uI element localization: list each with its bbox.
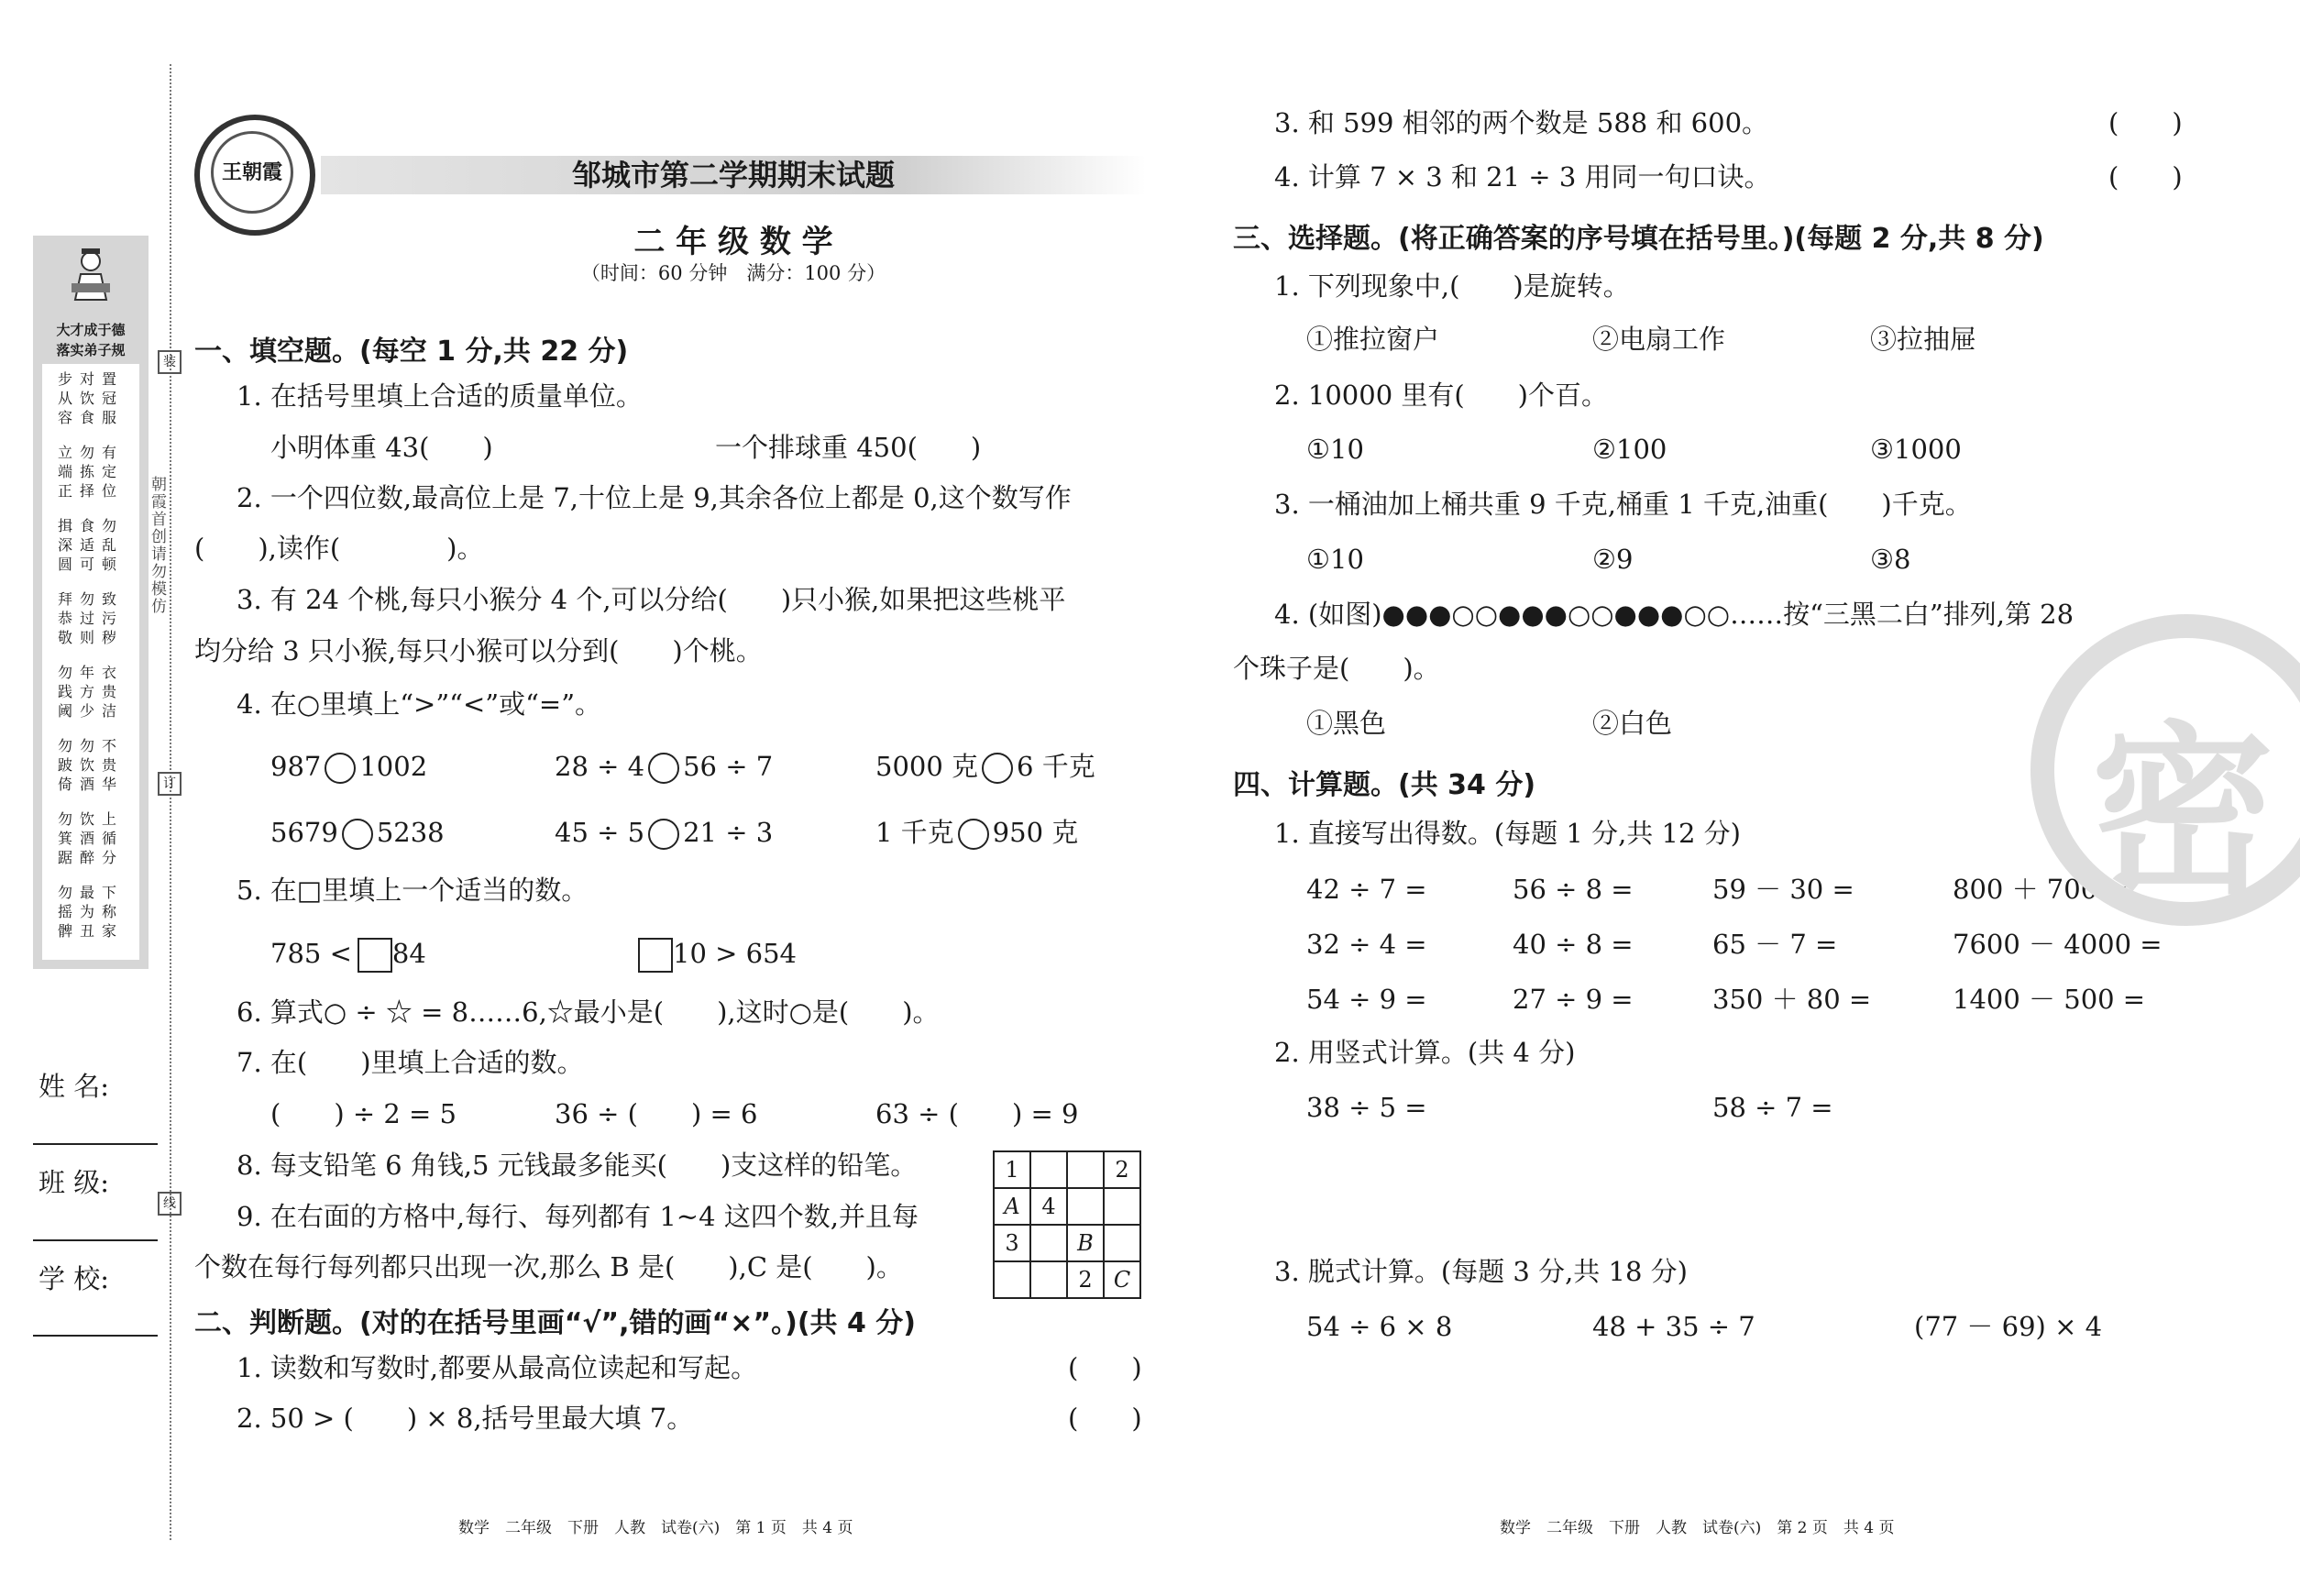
s1-q1b: 一个排球重 450( ) [715,432,982,463]
exam-subject: 二 年 级 数 学 [633,224,833,260]
brand-logo [194,115,315,236]
s1-q9b: 个数在每行每列都只出现一次,那么 B 是( ),C 是( )。 [194,1251,903,1282]
binding-line [170,64,171,1540]
school-field[interactable] [33,1335,158,1337]
calc-item: 42 ÷ 7 = [1306,874,1427,905]
s3-q2-opt3: ③1000 [1870,434,1962,465]
calc-item: 40 ÷ 8 = [1513,929,1634,960]
stepwise-calc-item: (77 － 69) × 4 [1914,1311,2103,1342]
s1-q7a: ( ) ÷ 2 = 5 [270,1098,457,1129]
rule-line: 摇为称 [57,903,124,920]
calc-item: 27 ÷ 9 = [1513,984,1634,1015]
rules-group-5 [42,663,139,721]
rule-line: 勿饮上 [57,810,124,828]
name-label: 姓 名: [39,1071,109,1102]
rules-box [42,364,139,960]
s3-q2-opt2: ②100 [1592,434,1667,465]
s3-q3-opt3: ③8 [1870,544,1911,575]
logo-text: 王朝霞 [211,131,293,214]
grid-cell: A [994,1188,1030,1225]
section-2-heading: 二、判断题。(对的在括号里画“√”,错的画“×”。)(共 4 分) [194,1307,917,1339]
rule-line: 箕酒循 [57,830,124,847]
compare-right: 6 千克 [1017,751,1095,782]
rule-line: 勿最下 [57,884,124,901]
stepwise-calc-item: 48 + 35 ÷ 7 [1592,1311,1755,1342]
compare-circle[interactable] [648,753,679,784]
grid-cell: 3 [994,1225,1030,1261]
compare-item [875,816,1078,850]
calc-item: 32 ÷ 4 = [1306,929,1427,960]
s3-q2: 2. 10000 里有( )个百。 [1274,380,1608,411]
vertical-note: 朝霞首创 请勿模仿 [151,476,182,616]
q5a-left: 785 < [270,938,352,969]
s3-q3-opt2: ②9 [1592,544,1634,575]
calc-item: 350 ＋ 80 = [1712,984,1872,1015]
s1-q7b: 36 ÷ ( ) = 6 [555,1098,758,1129]
compare-circle[interactable] [958,819,989,850]
compare-right: 21 ÷ 3 [683,817,774,848]
rule-line: 敬则秽 [57,629,124,646]
rule-line: 端拣定 [57,463,124,480]
grid-cell [1104,1225,1140,1261]
rule-line: 深适乱 [57,536,124,554]
rules-group-7 [42,809,139,867]
s1-q2b: ( ),读作( )。 [194,533,484,564]
s3-q3-opt1: ①10 [1306,544,1364,575]
s1-q7: 7. 在( )里填上合适的数。 [237,1047,584,1078]
grid-cell [1030,1225,1067,1261]
compare-item [270,816,445,850]
rule-line: 正择位 [57,482,124,500]
answer-bracket[interactable]: ( ) [2108,161,2183,193]
compare-circle[interactable] [325,753,356,784]
s2-q1: 1. 读数和写数时,都要从最高位读起和写起。 [237,1352,758,1383]
compare-circle[interactable] [982,753,1013,784]
rule-line: 践方贵 [57,683,124,700]
rules-group-4 [42,589,139,647]
footer-left: 数学 二年级 下册 人教 试卷(六) 第 1 页 共 4 页 [458,1519,853,1537]
compare-item [555,750,773,784]
school-label: 学 校: [39,1263,109,1294]
sidebar-panel [33,236,149,969]
q5a-right: 84 [391,938,426,969]
compare-left: 5000 克 [875,751,979,782]
s4-q3: 3. 脱式计算。(每题 3 分,共 18 分) [1274,1256,1688,1287]
compare-right: 56 ÷ 7 [683,751,774,782]
grid-cell: 2 [1067,1261,1104,1298]
s1-q4: 4. 在○里填上“>”“<”或“=”。 [237,688,602,720]
seal-char: 线 [158,1192,182,1216]
grid-cell: 2 [1104,1151,1140,1188]
grid-row [994,1151,1140,1188]
s3-q4-opt2: ②白色 [1592,708,1673,739]
motto-line-2: 落实弟子规 [56,342,126,358]
rules-group-3 [42,516,139,574]
s2-q4: 4. 计算 7 × 3 和 21 ÷ 3 用同一句口诀。 [1274,161,1771,193]
compare-left: 1 千克 [875,817,954,848]
grid-row [994,1261,1140,1298]
s3-q1: 1. 下列现象中,( )是旋转。 [1274,270,1630,302]
answer-box[interactable] [358,938,392,973]
grid-cell [1030,1151,1067,1188]
rules-group-1 [42,369,139,427]
answer-bracket[interactable]: ( ) [1068,1352,1142,1383]
calc-item: 54 ÷ 9 = [1306,984,1427,1015]
s1-q3b: 均分给 3 只小猴,每只小猴可以分到( )个桃。 [194,635,763,666]
rule-line: 拜勿致 [57,590,124,608]
grid-row [994,1225,1140,1261]
calc-item: 7600 － 4000 = [1953,929,2162,960]
grid-cell [1104,1188,1140,1225]
s1-q9a: 9. 在右面的方格中,每行、每列都有 1~4 这四个数,并且每 [237,1201,919,1232]
s1-q3a: 3. 有 24 个桃,每只小猴分 4 个,可以分给( )只小猴,如果把这些桃平 [237,584,1066,615]
rule-line: 圆可顿 [57,556,124,573]
seal-char: 装 [158,350,182,374]
rules-group-8 [42,883,139,941]
rule-line: 阈少洁 [57,702,124,720]
compare-circle[interactable] [342,819,373,850]
grid-cell: 1 [994,1151,1030,1188]
stepwise-calc-item: 54 ÷ 6 × 8 [1306,1311,1453,1342]
s1-q1: 1. 在括号里填上合适的质量单位。 [237,380,643,412]
calc-item: 59 － 30 = [1712,874,1854,905]
s2-q3: 3. 和 599 相邻的两个数是 588 和 600。 [1274,107,1769,138]
compare-left: 987 [270,751,322,782]
grid-cell [1030,1261,1067,1298]
grid-cell [994,1261,1030,1298]
rule-line: 倚酒华 [57,776,124,793]
calc-item: 56 ÷ 8 = [1513,874,1634,905]
rule-line: 跛饮贵 [57,756,124,774]
motto-line-1: 大才成于德 [56,322,126,338]
compare-left: 45 ÷ 5 [555,817,645,848]
compare-right: 950 克 [992,817,1079,848]
class-field[interactable] [33,1239,158,1241]
answer-bracket[interactable]: ( ) [1068,1403,1142,1434]
s1-q1a: 小明体重 43( ) [270,432,493,463]
exam-title: 邹城市第二学期期末试题 [571,158,895,193]
s3-q4b: 个珠子是( )。 [1233,653,1440,684]
s3-q4a: 4. (如图)●●●○○●●●○○●●●○○……按“三黑二白”排列,第 28 [1274,599,2074,630]
s1-q8: 8. 每支铅笔 6 角钱,5 元钱最多能买( )支这样的铅笔。 [237,1150,918,1181]
compare-right: 1002 [359,751,428,782]
seal-char: 订 [158,772,182,796]
rule-line: 踞醉分 [57,849,124,866]
s3-q3: 3. 一桶油加上桶共重 9 千克,桶重 1 千克,油重( )千克。 [1274,489,1972,520]
rules-group-2 [42,443,139,501]
compare-circle[interactable] [648,819,679,850]
compare-item [270,750,427,784]
latin-square-grid [993,1150,1141,1299]
s3-q1-opt3: ③拉抽屉 [1870,324,1977,355]
rule-line: 立勿有 [57,444,124,461]
grid-cell: B [1067,1225,1104,1261]
s4-q2: 2. 用竖式计算。(共 4 分) [1274,1037,1576,1068]
compare-right: 5238 [376,817,445,848]
grid-cell: C [1104,1261,1140,1298]
name-field[interactable] [33,1143,158,1145]
compare-item [875,750,1095,784]
calc-item: 1400 － 500 = [1953,984,2146,1015]
scholar-illustration [68,247,114,302]
compare-item [555,816,773,850]
vertical-calc-item: 38 ÷ 5 = [1306,1092,1427,1123]
rule-line: 容食服 [57,409,124,426]
grid-cell [1067,1188,1104,1225]
s3-q2-opt1: ①10 [1306,434,1364,465]
stamp-char: 密 [2091,706,2275,919]
rule-line: 从饮冠 [57,390,124,407]
rule-line: 恭过污 [57,610,124,627]
s3-q1-opt1: ①推拉窗户 [1306,324,1440,355]
calc-item: 800 ＋ 700 = [1953,874,2129,905]
section-4-heading: 四、计算题。(共 34 分) [1233,769,1536,801]
rule-line: 步对置 [57,370,124,388]
rules-group-6 [42,736,139,794]
grid-row [994,1188,1140,1225]
compare-left: 28 ÷ 4 [555,751,645,782]
s1-q2a: 2. 一个四位数,最高位上是 7,十位上是 9,其余各位上都是 0,这个数写作 [237,482,1072,513]
rule-line: 勿年衣 [57,664,124,681]
answer-box[interactable] [638,938,673,973]
s3-q1-opt2: ②电扇工作 [1592,324,1726,355]
s1-q5a [270,937,426,973]
s3-q4-opt1: ①黑色 [1306,708,1387,739]
grid-cell: 4 [1030,1188,1067,1225]
class-label: 班 级: [39,1167,109,1198]
section-1-heading: 一、填空题。(每空 1 分,共 22 分) [194,336,629,368]
compare-left: 5679 [270,817,338,848]
answer-bracket[interactable]: ( ) [2108,107,2183,138]
q5b-right: 10 > 654 [673,938,797,969]
s1-q5b [633,937,797,973]
rule-line: 髀丑家 [57,922,124,940]
rule-line: 揖食勿 [57,517,124,534]
s2-q2: 2. 50 > ( ) × 8,括号里最大填 7。 [237,1403,694,1434]
s1-q6: 6. 算式○ ÷ ☆ = 8……6,☆最小是( ),这时○是( )。 [237,996,940,1028]
calc-item: 65 － 7 = [1712,929,1838,960]
s1-q7c: 63 ÷ ( ) = 9 [875,1098,1079,1129]
rule-line: 勿勿不 [57,737,124,754]
section-3-heading: 三、选择题。(将正确答案的序号填在括号里。)(每题 2 分,共 8 分) [1233,223,2044,255]
footer-right: 数学 二年级 下册 人教 试卷(六) 第 2 页 共 4 页 [1500,1519,1895,1537]
vertical-calc-item: 58 ÷ 7 = [1712,1092,1833,1123]
grid-cell [1067,1151,1104,1188]
s1-q5: 5. 在□里填上一个适当的数。 [237,875,589,906]
exam-time-info: （时间：60 分钟 满分：100 分） [580,262,886,284]
s4-q1: 1. 直接写出得数。(每题 1 分,共 12 分) [1274,818,1741,849]
